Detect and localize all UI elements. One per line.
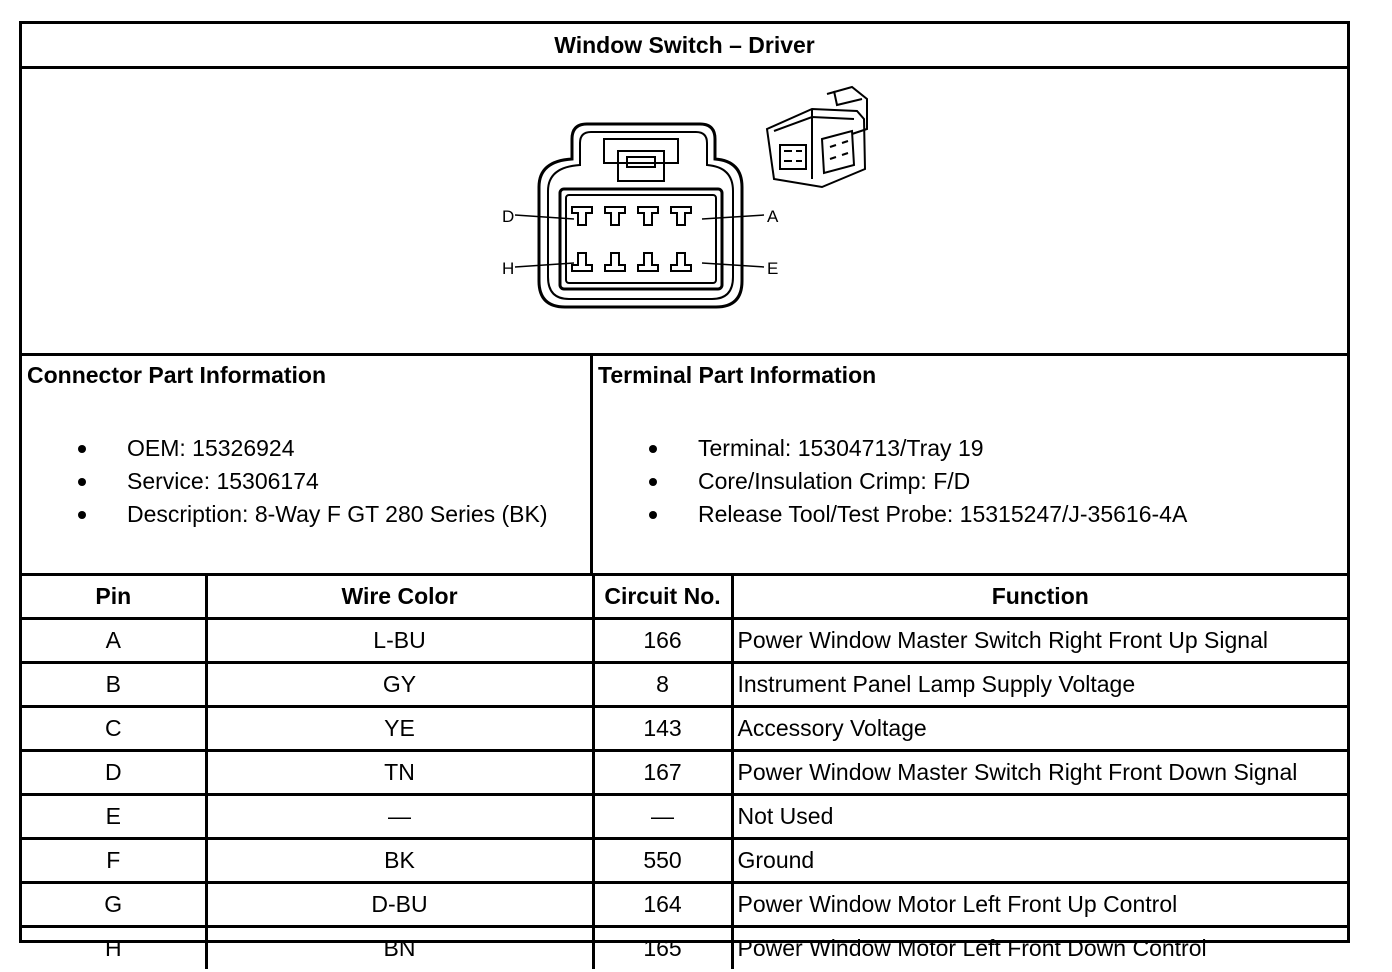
list-item-text: Service: 15306174 — [127, 468, 319, 494]
pinout-table — [22, 576, 1347, 969]
connector-diagram — [22, 69, 1347, 356]
circuit-cell: 166 — [593, 619, 732, 663]
wire-color-cell: BN — [206, 927, 593, 970]
pin-label-e: E — [767, 259, 779, 278]
table-row — [22, 663, 1347, 707]
bullet-icon — [78, 511, 86, 519]
circuit-cell: — — [593, 795, 732, 839]
function-cell: Power Window Master Switch Right Front Down Signal — [732, 751, 1347, 795]
table-row — [22, 883, 1347, 927]
bullet-icon — [649, 478, 657, 486]
column-header-function: Function — [732, 576, 1347, 619]
wire-color-cell: BK — [206, 839, 593, 883]
circuit-cell: 550 — [593, 839, 732, 883]
list-item-text: Description: 8-Way F GT 280 Series (BK) — [127, 501, 548, 527]
part-information — [22, 356, 1347, 576]
list-item-text: OEM: 15326924 — [127, 435, 295, 461]
function-cell: Power Window Motor Left Front Down Control — [732, 927, 1347, 970]
pin-cell: G — [22, 883, 206, 927]
pin-cell: H — [22, 927, 206, 970]
column-header-circuit: Circuit No. — [593, 576, 732, 619]
wire-color-cell: D-BU — [206, 883, 593, 927]
column-header-pin: Pin — [22, 576, 206, 619]
wire-color-cell: TN — [206, 751, 593, 795]
table-row — [22, 751, 1347, 795]
pin-cell: D — [22, 751, 206, 795]
circuit-cell: 167 — [593, 751, 732, 795]
wire-color-cell: YE — [206, 707, 593, 751]
connector-sheet — [19, 21, 1350, 961]
terminal-part-info — [593, 356, 1350, 573]
column-header-wire-color: Wire Color — [206, 576, 593, 619]
bullet-icon — [649, 511, 657, 519]
table-header-row — [22, 576, 1347, 619]
pin-cell: B — [22, 663, 206, 707]
pin-label-h: H — [502, 259, 515, 278]
table-row — [22, 927, 1347, 970]
connector-part-info — [22, 356, 593, 573]
table-row — [22, 707, 1347, 751]
function-cell: Instrument Panel Lamp Supply Voltage — [732, 663, 1347, 707]
circuit-cell: 143 — [593, 707, 732, 751]
pin-cell: E — [22, 795, 206, 839]
bullet-icon — [78, 445, 86, 453]
function-cell: Ground — [732, 839, 1347, 883]
circuit-cell: 164 — [593, 883, 732, 927]
connector-face-view — [539, 124, 742, 307]
connector-info-heading: Connector Part Information — [27, 362, 327, 388]
function-cell: Not Used — [732, 795, 1347, 839]
page-title: Window Switch – Driver — [22, 24, 1347, 69]
pin-label-a: A — [767, 207, 779, 226]
terminal-cavities — [572, 207, 691, 271]
bullet-icon — [78, 478, 86, 486]
list-item-text: Release Tool/Test Probe: 15315247/J-35616-4A — [698, 501, 1188, 527]
wire-color-cell: L-BU — [206, 619, 593, 663]
wire-color-cell: — — [206, 795, 593, 839]
pin-cell: F — [22, 839, 206, 883]
list-item-text: Terminal: 15304713/Tray 19 — [698, 435, 984, 461]
wire-color-cell: GY — [206, 663, 593, 707]
pin-leader-lines — [515, 215, 764, 267]
function-cell: Accessory Voltage — [732, 707, 1347, 751]
bullet-icon — [649, 445, 657, 453]
connector-isometric-icon — [767, 87, 867, 187]
function-cell: Power Window Master Switch Right Front Up Signal — [732, 619, 1347, 663]
pin-cell: C — [22, 707, 206, 751]
pin-label-d: D — [502, 207, 515, 226]
table-row — [22, 795, 1347, 839]
pin-cell: A — [22, 619, 206, 663]
circuit-cell: 8 — [593, 663, 732, 707]
circuit-cell: 165 — [593, 927, 732, 970]
table-row — [22, 619, 1347, 663]
terminal-info-heading: Terminal Part Information — [598, 362, 877, 388]
list-item-text: Core/Insulation Crimp: F/D — [698, 468, 971, 494]
table-row — [22, 839, 1347, 883]
function-cell: Power Window Motor Left Front Up Control — [732, 883, 1347, 927]
